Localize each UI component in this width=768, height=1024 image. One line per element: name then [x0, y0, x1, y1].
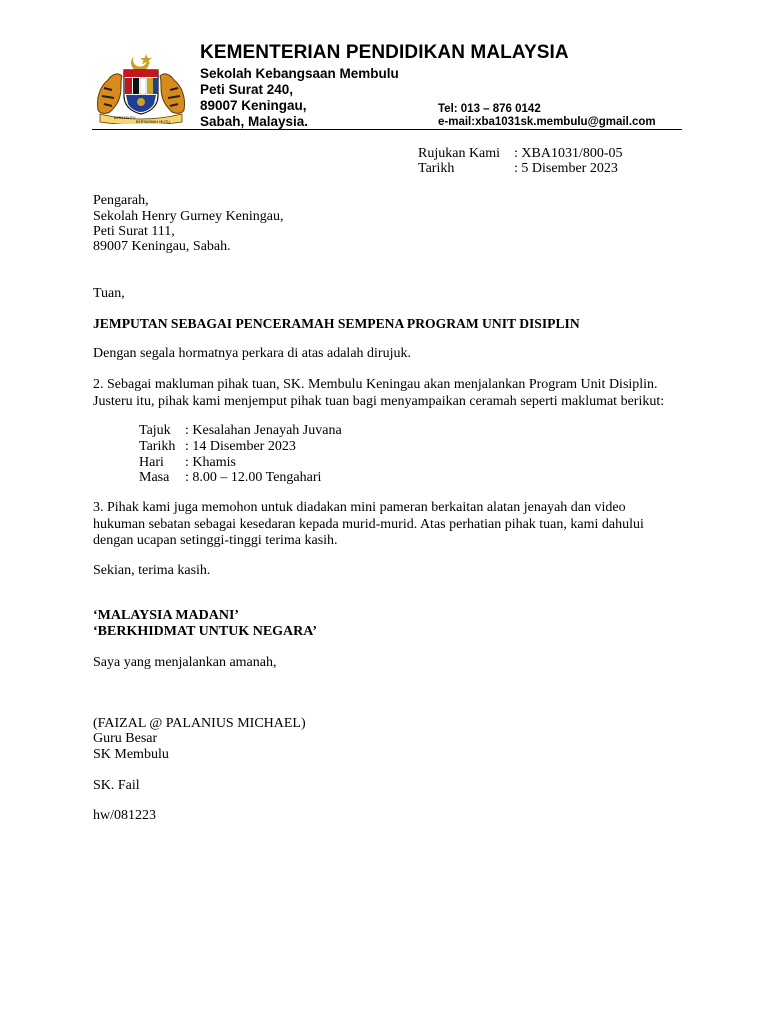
detail-label-day: Hari [139, 455, 164, 470]
detail-label-topic: Tajuk [139, 423, 171, 438]
letter-date-value: : 5 Disember 2023 [514, 161, 618, 176]
ministry-name: KEMENTERIAN PENDIDIKAN MALAYSIA [200, 42, 569, 63]
motto-berkhidmat: ‘BERKHIDMAT UNTUK NEGARA’ [93, 624, 318, 639]
phone-number: Tel: 013 – 876 0142 [438, 103, 541, 115]
email-address: e-mail:xba1031sk.membulu@gmail.com [438, 116, 656, 128]
closing-line: Sekian, terima kasih. [93, 563, 211, 578]
detail-label-time: Masa [139, 470, 170, 485]
paragraph-line: Justeru itu, pihak kami menjemput pihak tuan bagi menyampaikan ceramah seperti maklumat berikut: [93, 393, 665, 409]
signatory-name: (FAIZAL @ PALANIUS MICHAEL) [93, 716, 306, 731]
paragraph-line: 2. Sebagai makluman pihak tuan, SK. Membulu Keningau akan menjalankan Program Unit Disiplin. [93, 377, 658, 392]
paragraph-3 [93, 500, 673, 550]
letter-date-label: Tarikh [418, 161, 455, 176]
detail-value-day: : Khamis [185, 455, 236, 470]
paragraph-line: hukuman sebatan sebagai kesedaran kepada murid-murid. Atas perhatian pihak tuan, kami dahului [93, 516, 644, 532]
header-divider [92, 129, 682, 130]
school-postcode: 89007 Keningau, [200, 98, 307, 113]
crest-motto-right: BERTAMBAH MUTU [136, 120, 170, 124]
trust-line: Saya yang menjalankan amanah, [93, 655, 277, 670]
motto-malaysia-madani: ‘MALAYSIA MADANI’ [93, 608, 240, 623]
salutation: Tuan, [93, 286, 125, 301]
letter-subject: JEMPUTAN SEBAGAI PENCERAMAH SEMPENA PROGRAM UNIT DISIPLIN [93, 316, 580, 331]
detail-value-date: : 14 Disember 2023 [185, 439, 296, 454]
detail-value-topic: : Kesalahan Jenayah Juvana [185, 423, 342, 438]
school-state: Sabah, Malaysia. [200, 114, 309, 129]
cc-file: SK. Fail [93, 778, 140, 793]
school-name: Sekolah Kebangsaan Membulu [200, 66, 399, 81]
detail-label-date: Tarikh [139, 439, 176, 454]
paragraph-line: dengan ucapan setinggi-tinggi terima kasih. [93, 533, 338, 548]
signatory-title: Guru Besar [93, 731, 158, 746]
paragraph-1: Dengan segala hormatnya perkara di atas adalah dirujuk. [93, 346, 411, 361]
detail-value-time: : 8.00 – 12.00 Tengahari [185, 470, 322, 485]
recipient-line: Sekolah Henry Gurney Keningau, [93, 209, 284, 224]
coat-of-arms-logo [92, 52, 190, 124]
signatory-school: SK Membulu [93, 747, 169, 762]
school-po-box: Peti Surat 240, [200, 82, 294, 97]
paragraph-line: 3. Pihak kami juga memohon untuk diadakan mini pameran berkaitan alatan jenayah dan video [93, 500, 626, 515]
recipient-line: Peti Surat 111, [93, 224, 175, 239]
recipient-line: Pengarah, [93, 193, 149, 208]
reference-label: Rujukan Kami [418, 146, 501, 161]
recipient-line: 89007 Keningau, Sabah. [93, 239, 231, 254]
reference-value: : XBA1031/800-05 [514, 146, 623, 161]
paragraph-2 [93, 377, 673, 410]
reference-code: hw/081223 [93, 808, 156, 823]
crest-motto-left: BERSEKUTU [114, 116, 136, 120]
